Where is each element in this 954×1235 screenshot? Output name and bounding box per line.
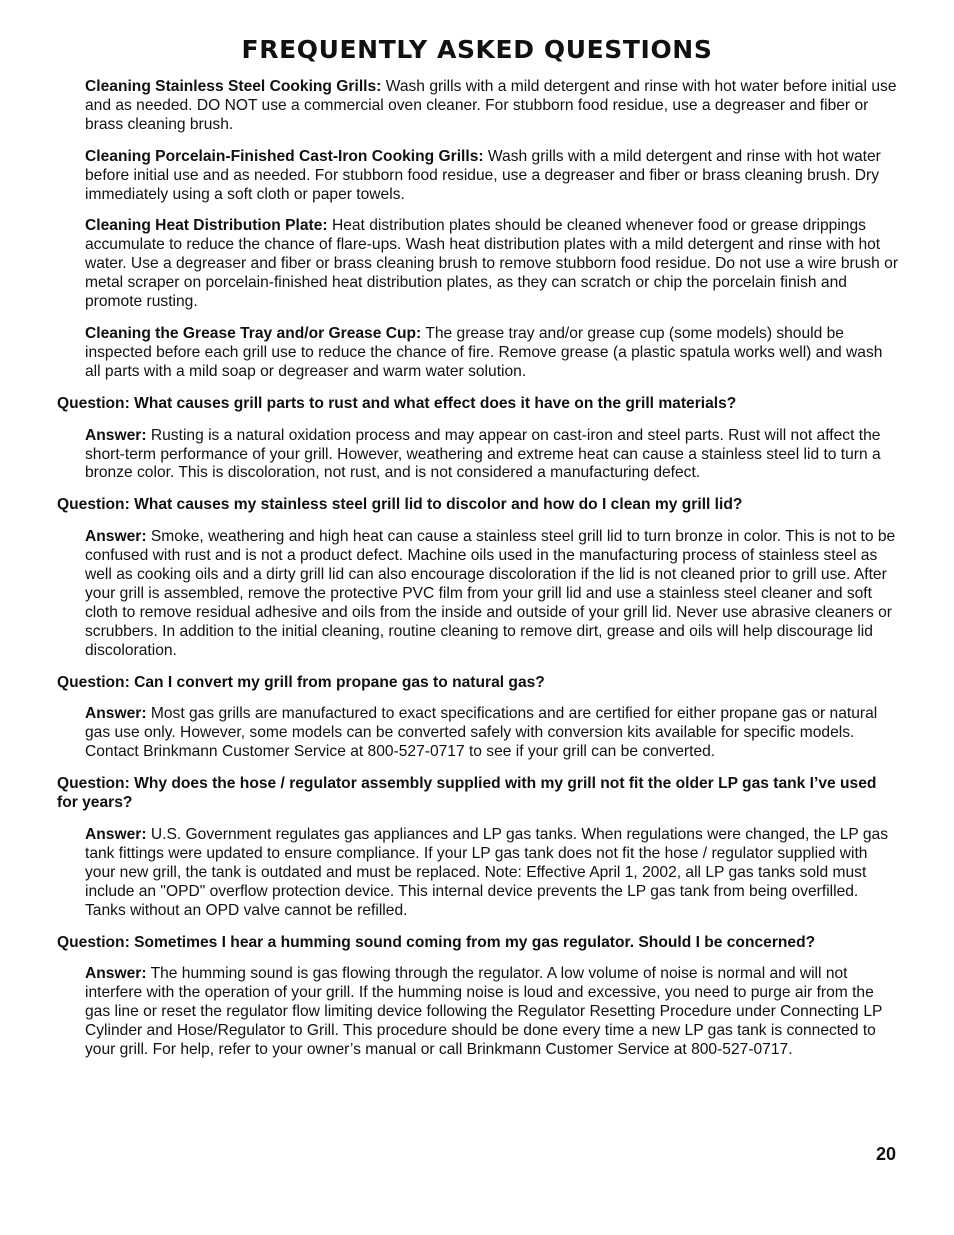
- answer-text: The humming sound is gas flowing through the regulator. A low volume of noise is normal and will not interfere with the operation of your grill. If the humming noise is loud and excessive, you need to purge air from the gas line or reset the regulator flow limiting device following the Regulator Resetting Procedure under Connecting LP Cylinder and Hose/Regulator to Grill. This procedure should be done every time a new LP gas tank is connected to your grill. For help, refer to your owner’s manual or call Brinkmann Customer Service at 800-527-0717.: [85, 965, 883, 1059]
- cleaning-lead: Cleaning the Grease Tray and/or Grease Cup:: [85, 324, 422, 342]
- answer-lead: Answer:: [85, 965, 147, 983]
- faq-content: [57, 78, 899, 1073]
- faq-question-lid-discolor: Question: What causes my stainless steel grill lid to discolor and how do I clean my grill lid?: [57, 496, 743, 514]
- cleaning-text: Heat distribution plates should be cleaned whenever food or grease drippings accumulate to reduce the chance of flare-ups. Wash heat distribution plates with a mild detergent and rinse with hot water. Use a degreaser and fiber or brass cleaning brush to remove stubborn food residue. Do not use a wire brush or metal scraper on porcelain-finished heat distribution plates, as they can scratch or chip the porcelain finish and promote rusting.: [85, 217, 899, 311]
- faq-answer-convert-gas: [85, 705, 899, 762]
- faq-question-humming: Question: Sometimes I hear a humming sound coming from my gas regulator. Should I be concerned?: [57, 933, 816, 951]
- answer-text: Smoke, weathering and high heat can cause a stainless steel grill lid to turn bronze in color. This is not to be confused with rust and is not a product defect. Machine oils used in the manufacturing process of stainless steel as well as cooking oils and a dirty grill lid can also encourage discoloration if the lid is not cleaned prior to grill use. After your grill is assembled, remove the protective PVC film from your grill lid and use a stainless steel cleaner and soft cloth to remove residual adhesive and oils from the inside and outside of your grill lid. Never use abrasive cleaners or scrubbers. In addition to the initial cleaning, routine cleaning to remove dirt, grease and oils will help discourage lid discoloration.: [85, 528, 896, 659]
- answer-lead: Answer:: [85, 705, 147, 723]
- page-title: FREQUENTLY ASKED QUESTIONS: [241, 35, 713, 64]
- answer-text: Most gas grills are manufactured to exact specifications and are certified for either propane gas or natural gas use only. However, some models can be converted safely with conversion kits available for specific models. Contact Brinkmann Customer Service at 800-527-0717 to see if your grill can be converted.: [85, 705, 878, 761]
- cleaning-lead: Cleaning Porcelain-Finished Cast-Iron Cooking Grills:: [85, 147, 484, 165]
- faq-question-hose-fit: Question: Why does the hose / regulator assembly supplied with my grill not fit the older LP gas tank I’ve used for years?: [57, 775, 877, 812]
- cleaning-porcelain-grills: [85, 148, 899, 205]
- cleaning-grease-tray: [85, 325, 899, 382]
- faq-answer-hose-fit: [85, 826, 899, 921]
- faq-answer-rust: [85, 427, 899, 484]
- cleaning-heat-plate: [85, 217, 899, 312]
- faq-question-convert-gas: Question: Can I convert my grill from propane gas to natural gas?: [57, 673, 545, 691]
- cleaning-stainless-grills: [85, 78, 899, 135]
- answer-lead: Answer:: [85, 528, 147, 546]
- faq-answer-lid-discolor: [85, 528, 899, 660]
- faq-answer-humming: [85, 965, 899, 1060]
- answer-text: Rusting is a natural oxidation process and may appear on cast-iron and steel parts. Rust will not affect the short-term performance of your grill. However, weathering and extreme heat can cause a stainless steel lid to turn a bronze color. This is discoloration, not rust, and is not considered a manufacturing defect.: [85, 426, 881, 482]
- faq-question-rust: Question: What causes grill parts to rust and what effect does it have on the grill materials?: [57, 394, 737, 412]
- page-number: 20: [875, 1144, 896, 1164]
- answer-lead: Answer:: [85, 826, 147, 843]
- answer-text: U.S. Government regulates gas appliances and LP gas tanks. When regulations were changed, the LP gas tank fittings were updated to ensure compliance. If your LP gas tank does not fit the hose / regulator supplied with your new grill, the tank is outdated and must be replaced. Note: Effective April 1, 2002, all LP gas tanks sold must include an "OPD" overflow protection device. This internal device prevents the LP gas tank from being overfilled. Tanks without an OPD valve cannot be refilled.: [85, 826, 888, 919]
- cleaning-text: The grease tray and/or grease cup (some models) should be inspected before each grill use to reduce the chance of fire. Remove grease (a plastic spatula works well) and wash all parts with a mild soap or degreaser and warm water solution.: [85, 324, 883, 380]
- cleaning-lead: Cleaning Stainless Steel Cooking Grills:: [85, 78, 382, 95]
- answer-lead: Answer:: [85, 426, 147, 444]
- cleaning-text: Wash grills with a mild detergent and rinse with hot water before initial use and as needed. For stubborn food residue, use a degreaser and fiber or brass cleaning brush. Dry immediately using a soft cloth or paper towels.: [85, 147, 881, 203]
- cleaning-lead: Cleaning Heat Distribution Plate:: [85, 217, 328, 235]
- cleaning-text: Wash grills with a mild detergent and rinse with hot water before initial use and as needed. DO NOT use a commercial oven cleaner. For stubborn food residue, use a degreaser and fiber or brass cleaning brush.: [85, 78, 897, 133]
